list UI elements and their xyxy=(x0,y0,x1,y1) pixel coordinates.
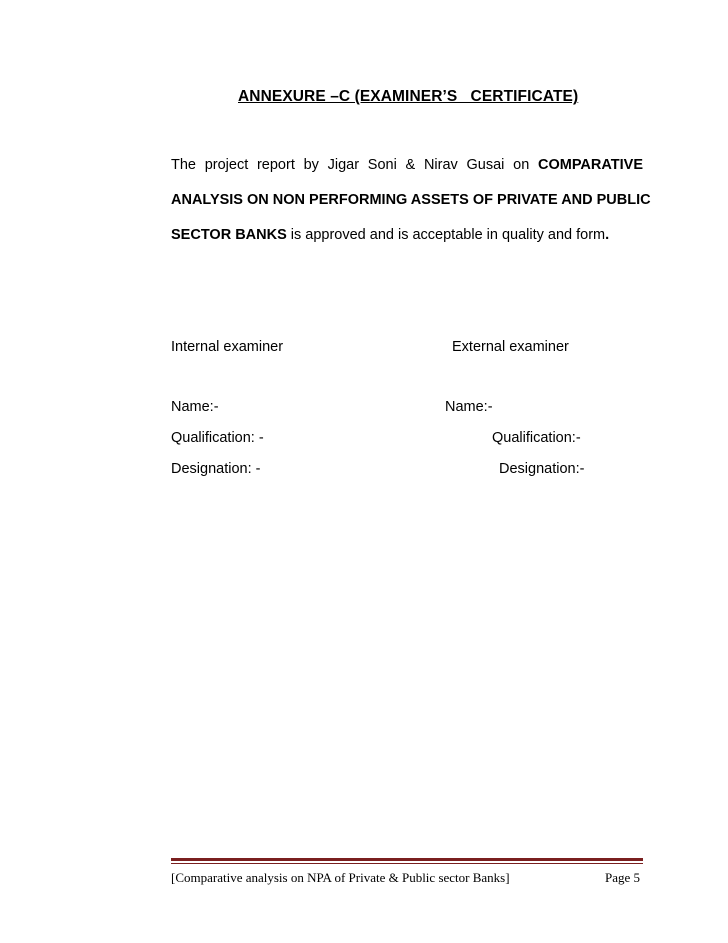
paragraph-line-1-text: The project report by Jigar Soni & Nirav Gusai on xyxy=(171,157,538,173)
internal-qualification-field: Qualification: - xyxy=(171,430,264,446)
paragraph-line-1-bold: COMPARATIVE xyxy=(538,157,643,173)
paragraph-line-3-period: . xyxy=(605,227,610,243)
footer-rule-thick xyxy=(171,858,643,861)
footer-running-title: [Comparative analysis on NPA of Private & Public sector Banks] xyxy=(171,870,510,885)
internal-examiner-label: Internal examiner xyxy=(171,339,284,355)
paragraph-line-1 xyxy=(171,148,643,183)
external-examiner-label: External examiner xyxy=(452,339,569,355)
external-designation-field: Designation:- xyxy=(499,461,585,477)
footer-page-number: Page 5 xyxy=(605,870,641,885)
paragraph-line-3-text: is approved and is acceptable in quality and form xyxy=(286,227,606,243)
footer-rule-thin xyxy=(171,863,643,864)
external-name-field: Name:- xyxy=(445,399,493,415)
internal-designation-field: Designation: - xyxy=(171,461,261,477)
paragraph-line-2 xyxy=(171,183,651,218)
paragraph-line-3-bold: SECTOR BANKS xyxy=(171,227,287,243)
certificate-paragraph xyxy=(171,148,651,253)
internal-name-field: Name:- xyxy=(171,399,219,415)
external-qualification-field: Qualification:- xyxy=(492,430,581,446)
page-title: ANNEXURE –C (EXAMINER’S CERTIFICATE) xyxy=(238,88,579,105)
paragraph-line-2-bold: ANALYSIS ON NON PERFORMING ASSETS OF PRIVATE AND PUBLIC xyxy=(171,192,651,208)
paragraph-line-3 xyxy=(171,218,643,253)
